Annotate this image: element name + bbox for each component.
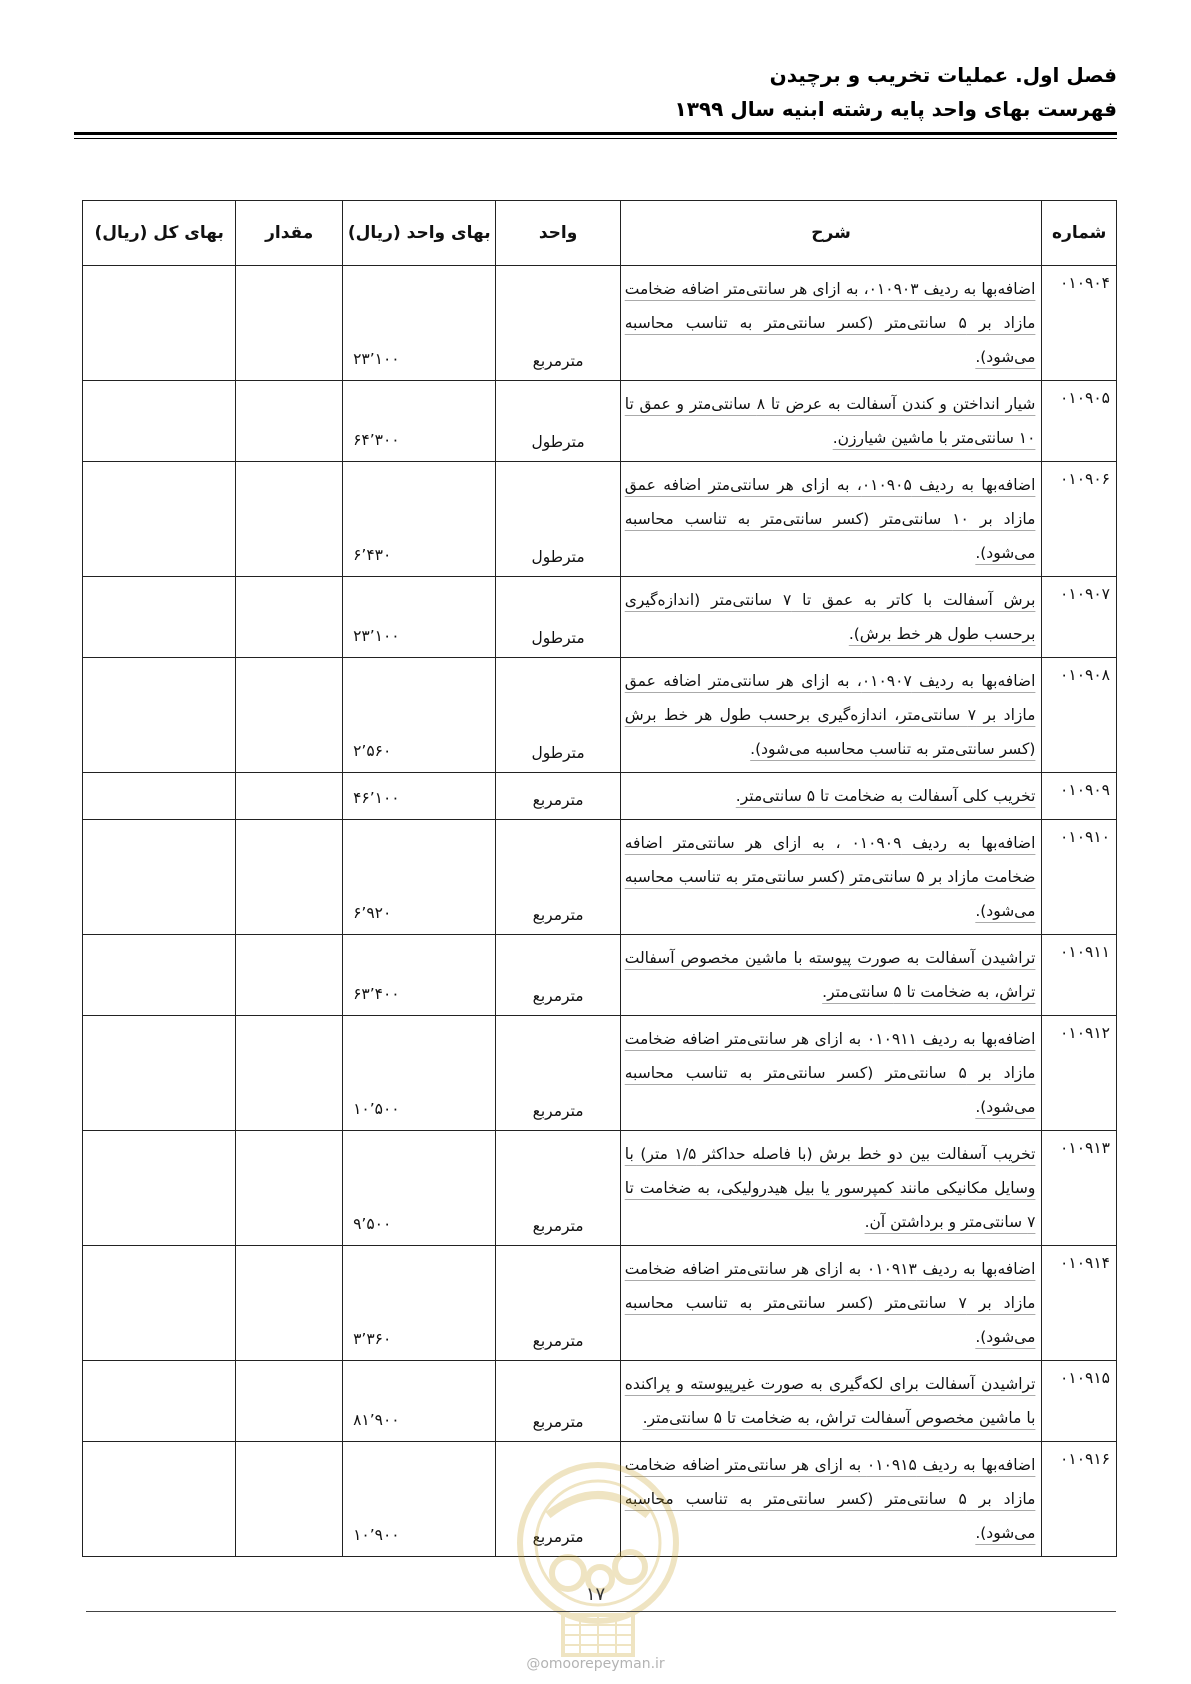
row-quantity	[236, 1442, 343, 1557]
row-description-text: اضافه‌بها به ردیف ۰۱۰۹۱۱ به ازای هر سانتی‌متر اضافه ضخامت مازاد بر ۵ سانتی‌متر (کسر سانتی‌متر به تناسب محاسبه می‌شود).	[624, 1030, 1036, 1116]
page-number: ۱۷	[585, 1584, 606, 1605]
row-quantity	[236, 820, 343, 935]
row-description-text: اضافه‌بها به ردیف ۰۱۰۹۰۷، به ازای هر سانتی‌متر اضافه عمق مازاد بر ۷ سانتی‌متر، اندازه‌گیری برحسب طول هر خط برش (کسر سانتی‌متر به تناسب محاسبه می‌شود).	[624, 672, 1036, 758]
row-description	[620, 462, 1042, 577]
row-quantity	[236, 577, 343, 658]
row-quantity	[236, 1246, 343, 1361]
row-quantity	[236, 1361, 343, 1442]
row-unit-price: ۲۳٬۱۰۰	[343, 577, 496, 658]
row-total-price	[83, 1131, 236, 1246]
row-code: ۰۱۰۹۰۷	[1042, 577, 1117, 658]
header-rule-thick	[74, 132, 1117, 135]
row-total-price	[83, 1361, 236, 1442]
row-quantity	[236, 381, 343, 462]
table-row	[83, 773, 1117, 820]
row-description	[620, 658, 1042, 773]
document-title: فهرست بهای واحد پایه رشته ابنیه سال ۱۳۹۹	[674, 97, 1117, 121]
table-row	[83, 1131, 1117, 1246]
row-description	[620, 1442, 1042, 1557]
row-quantity	[236, 1016, 343, 1131]
table-row	[83, 1016, 1117, 1131]
row-description	[620, 820, 1042, 935]
row-unit: مترمربع	[496, 935, 620, 1016]
page-header	[77, 58, 1117, 126]
row-description	[620, 1361, 1042, 1442]
row-description	[620, 577, 1042, 658]
row-unit: مترطول	[496, 462, 620, 577]
row-unit: مترمربع	[496, 1361, 620, 1442]
row-description-text: شیار انداختن و کندن آسفالت به عرض تا ۸ سانتی‌متر و عمق تا ۱۰ سانتی‌متر با ماشین شیارزن.	[624, 395, 1036, 447]
table-row	[83, 658, 1117, 773]
row-code: ۰۱۰۹۱۰	[1042, 820, 1117, 935]
row-total-price	[83, 773, 236, 820]
row-unit: مترطول	[496, 577, 620, 658]
row-description-text: تخریب آسفالت بین دو خط برش (با فاصله حداکثر ۱/۵ متر) با وسایل مکانیکی مانند کمپرسور یا بیل هیدرولیکی، به ضخامت تا ۷ سانتی‌متر و برداشتن آن.	[624, 1145, 1036, 1231]
row-description-text: اضافه‌بها به ردیف ۰۱۰۹۰۳، به ازای هر سانتی‌متر اضافه ضخامت مازاد بر ۵ سانتی‌متر (کسر سانتی‌متر به تناسب محاسبه می‌شود).	[624, 280, 1036, 366]
table-row	[83, 462, 1117, 577]
row-unit-price: ۲٬۵۶۰	[343, 658, 496, 773]
row-unit: مترمربع	[496, 1442, 620, 1557]
row-description	[620, 266, 1042, 381]
row-code: ۰۱۰۹۰۶	[1042, 462, 1117, 577]
row-quantity	[236, 658, 343, 773]
col-header-unit-price: بهای واحد (ریال)	[343, 201, 496, 266]
row-description-text: تراشیدن آسفالت به صورت پیوسته با ماشین مخصوص آسفالت تراش، به ضخامت تا ۵ سانتی‌متر.	[624, 949, 1036, 1001]
row-unit-price: ۳٬۳۶۰	[343, 1246, 496, 1361]
row-description	[620, 1246, 1042, 1361]
row-unit-price: ۶٬۴۳۰	[343, 462, 496, 577]
row-unit-price: ۶۳٬۴۰۰	[343, 935, 496, 1016]
col-header-description: شرح	[620, 201, 1042, 266]
table-row	[83, 820, 1117, 935]
row-total-price	[83, 381, 236, 462]
row-quantity	[236, 1131, 343, 1246]
row-total-price	[83, 577, 236, 658]
row-quantity	[236, 773, 343, 820]
row-description	[620, 381, 1042, 462]
row-unit: مترمربع	[496, 1016, 620, 1131]
col-header-total-price: بهای کل (ریال)	[83, 201, 236, 266]
row-code: ۰۱۰۹۱۵	[1042, 1361, 1117, 1442]
row-code: ۰۱۰۹۱۱	[1042, 935, 1117, 1016]
row-quantity	[236, 266, 343, 381]
col-header-quantity: مقدار	[236, 201, 343, 266]
row-unit: مترمربع	[496, 266, 620, 381]
row-unit-price: ۱۰٬۹۰۰	[343, 1442, 496, 1557]
price-list-table	[82, 200, 1117, 1557]
row-description	[620, 1131, 1042, 1246]
row-unit: مترمربع	[496, 1131, 620, 1246]
row-description-text: اضافه‌بها به ردیف ۰۱۰۹۰۵، به ازای هر سانتی‌متر اضافه عمق مازاد بر ۱۰ سانتی‌متر (کسر سانتی‌متر به تناسب محاسبه می‌شود).	[624, 476, 1036, 562]
col-header-unit: واحد	[496, 201, 620, 266]
row-unit: مترمربع	[496, 773, 620, 820]
row-total-price	[83, 935, 236, 1016]
row-total-price	[83, 658, 236, 773]
table-row	[83, 935, 1117, 1016]
row-description-text: اضافه‌بها به ردیف ۰۱۰۹۱۵ به ازای هر سانتی‌متر اضافه ضخامت مازاد بر ۵ سانتی‌متر (کسر سانتی‌متر به تناسب محاسبه می‌شود).	[624, 1456, 1036, 1542]
row-description	[620, 935, 1042, 1016]
row-code: ۰۱۰۹۰۹	[1042, 773, 1117, 820]
row-unit-price: ۶۴٬۳۰۰	[343, 381, 496, 462]
row-code: ۰۱۰۹۱۳	[1042, 1131, 1117, 1246]
row-code: ۰۱۰۹۰۸	[1042, 658, 1117, 773]
row-unit: مترطول	[496, 658, 620, 773]
row-unit-price: ۹٬۵۰۰	[343, 1131, 496, 1246]
table-row	[83, 266, 1117, 381]
table-header-row	[83, 201, 1117, 266]
row-description-text: تخریب کلی آسفالت به ضخامت تا ۵ سانتی‌متر.	[735, 787, 1036, 805]
table-row	[83, 1361, 1117, 1442]
col-header-number: شماره	[1042, 201, 1117, 266]
row-total-price	[83, 266, 236, 381]
row-description	[620, 1016, 1042, 1131]
row-code: ۰۱۰۹۱۶	[1042, 1442, 1117, 1557]
row-code: ۰۱۰۹۰۵	[1042, 381, 1117, 462]
row-quantity	[236, 462, 343, 577]
row-total-price	[83, 462, 236, 577]
table-row	[83, 1246, 1117, 1361]
row-description-text: برش آسفالت با کاتر به عمق تا ۷ سانتی‌متر (اندازه‌گیری برحسب طول هر خط برش).	[624, 591, 1036, 643]
row-code: ۰۱۰۹۱۴	[1042, 1246, 1117, 1361]
row-description-text: اضافه‌بها به ردیف ۰۱۰۹۰۹ ، به ازای هر سانتی‌متر اضافه ضخامت مازاد بر ۵ سانتی‌متر (کسر سانتی‌متر به تناسب محاسبه می‌شود).	[624, 834, 1036, 920]
watermark-url: @omoorepeyman.ir	[526, 1656, 665, 1672]
row-unit-price: ۲۳٬۱۰۰	[343, 266, 496, 381]
row-unit-price: ۱۰٬۵۰۰	[343, 1016, 496, 1131]
row-description-text: تراشیدن آسفالت برای لکه‌گیری به صورت غیرپیوسته و پراکنده با ماشین مخصوص آسفالت تراش، به ضخامت تا ۵ سانتی‌متر.	[624, 1375, 1036, 1427]
row-unit-price: ۴۶٬۱۰۰	[343, 773, 496, 820]
row-code: ۰۱۰۹۱۲	[1042, 1016, 1117, 1131]
row-total-price	[83, 1016, 236, 1131]
table-row	[83, 1442, 1117, 1557]
row-unit-price: ۶٬۹۲۰	[343, 820, 496, 935]
footer-rule	[86, 1611, 1116, 1612]
row-unit: مترمربع	[496, 1246, 620, 1361]
header-rule-thin	[74, 138, 1117, 139]
row-total-price	[83, 1246, 236, 1361]
row-quantity	[236, 935, 343, 1016]
row-code: ۰۱۰۹۰۴	[1042, 266, 1117, 381]
row-unit-price: ۸۱٬۹۰۰	[343, 1361, 496, 1442]
row-description-text: اضافه‌بها به ردیف ۰۱۰۹۱۳ به ازای هر سانتی‌متر اضافه ضخامت مازاد بر ۷ سانتی‌متر (کسر سانتی‌متر به تناسب محاسبه می‌شود).	[624, 1260, 1036, 1346]
row-unit: مترمربع	[496, 820, 620, 935]
row-total-price	[83, 1442, 236, 1557]
chapter-title: فصل اول. عملیات تخریب و برچیدن	[769, 63, 1117, 87]
row-unit: مترطول	[496, 381, 620, 462]
table-row	[83, 381, 1117, 462]
row-total-price	[83, 820, 236, 935]
row-description	[620, 773, 1042, 820]
table-row	[83, 577, 1117, 658]
table-body	[83, 266, 1117, 1557]
